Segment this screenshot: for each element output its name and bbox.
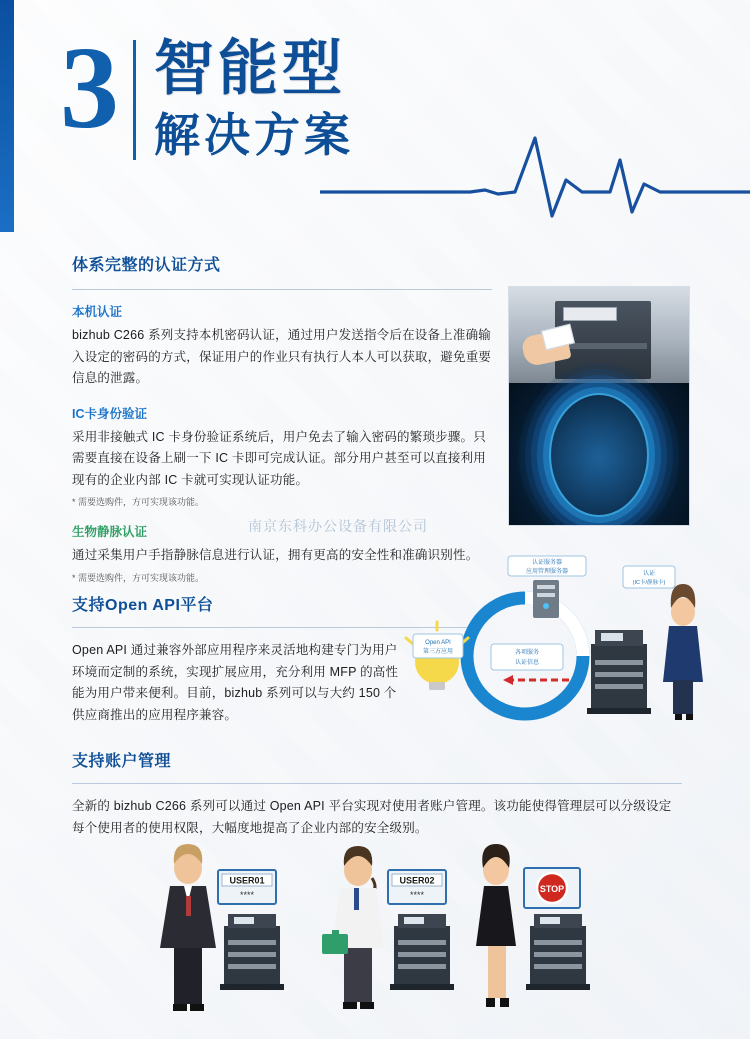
auth-text-local: bizhub C266 系列支持本机密码认证，通过用户发送指令后在设备上准确输入设定的密码的方式，保证用户的作业只有执行人本人可以获取，避免重要信息的泄露。: [72, 328, 492, 385]
account-users-diagram: [140, 840, 610, 1020]
svg-text:****: ****: [409, 890, 425, 900]
title-divider: [133, 40, 136, 160]
section-divider: [72, 289, 492, 290]
printer-tray: [559, 343, 647, 349]
page-header: [0, 0, 750, 232]
svg-text:****: ****: [239, 890, 255, 900]
auth-block-iccard: [72, 404, 492, 509]
svg-text:认证: 认证: [642, 571, 656, 577]
svg-text:各项服务: 各项服务: [514, 650, 540, 656]
section-authentication: [72, 252, 492, 598]
auth-subtitle-local: 本机认证: [72, 305, 123, 319]
auth-note-vein: * 需要选购件，方可实现该功能。: [72, 572, 205, 583]
person-man-in-suit: [160, 844, 216, 1011]
section-number: 3: [60, 22, 117, 153]
person-woman-in-black-dress: [476, 844, 516, 1007]
user-badge-2: [388, 870, 446, 904]
openapi-text: Open API 通过兼容外部应用程序来灵活地构建专门为用户环境而定制的系统，实现扩展应用，充分利用 MFP 的高性能为用户带来便利。目前，bizhub 系列可以与大约 150 个供应商推出的应用程序兼容。: [72, 643, 399, 722]
page-title-line1: 智能型: [154, 36, 346, 102]
svg-text:第三方应用: 第三方应用: [422, 649, 454, 655]
auth-subtitle-iccard: IC卡身份验证: [72, 406, 148, 421]
auth-subtitle-vein: 生物静脉认证: [72, 525, 148, 539]
svg-text:Open API: Open API: [425, 640, 451, 646]
account-text: 全新的 bizhub C266 系列可以通过 Open API 平台实现对使用者账户管理。该功能使得管理层可以分级设定每个使用者的使用权限，大幅度地提高了企业内部的安全级别。: [72, 799, 672, 835]
svg-text:USER02: USER02: [399, 875, 435, 886]
svg-text:USER01: USER01: [229, 875, 265, 886]
fingerprint-rings-icon: [551, 395, 647, 515]
stop-badge: [524, 868, 580, 908]
auth-photo-column: [508, 286, 690, 526]
watermark-text: 南京东科办公设备有限公司: [248, 518, 428, 534]
section-divider-account: [72, 783, 682, 784]
mfp-printer-1: [220, 914, 284, 990]
auth-note-iccard: * 需要选购件，方可实现该功能。: [72, 497, 205, 507]
svg-text:认证服务器: 认证服务器: [531, 560, 563, 566]
svg-text:应用管理服务器: 应用管理服务器: [525, 569, 569, 575]
svg-text:(IC卡/静脉卡): (IC卡/静脉卡): [632, 580, 666, 586]
svg-text:STOP: STOP: [539, 884, 565, 894]
auth-text-vein: 通过采集用户手指静脉信息进行认证，拥有更高的安全性和准确识别性。: [72, 548, 479, 562]
page-title-line2: 解决方案: [154, 110, 354, 161]
section-title-authentication: 体系完整的认证方式: [72, 257, 221, 274]
mfp-printer-2: [390, 914, 454, 990]
printer-control-panel: [563, 307, 617, 321]
section-account-management: [72, 748, 682, 839]
fingerprint-scan-photo: [509, 383, 689, 526]
person-man-with-briefcase: [322, 846, 384, 1009]
openapi-diagram: [395, 548, 725, 738]
heartbeat-line-icon: [320, 120, 750, 230]
auth-block-local: [72, 302, 492, 390]
svg-text:认证信息: 认证信息: [514, 660, 540, 666]
section-title-openapi: 支持Open API平台: [72, 597, 214, 614]
left-accent-bar: [0, 0, 14, 232]
user-badge-1: [218, 870, 276, 904]
auth-text-iccard: 采用非接触式 IC 卡身份验证系统后，用户免去了输入密码的繁琐步骤。只需要直接在设备上刷一下 IC 卡即可完成认证。部分用户甚至可以直接利用现有的企业内部 IC 卡就可实现认证功能。: [72, 429, 486, 487]
section-title-account: 支持账户管理: [72, 753, 172, 770]
mfp-printer-3: [526, 914, 590, 990]
header-title-group: [60, 22, 354, 168]
